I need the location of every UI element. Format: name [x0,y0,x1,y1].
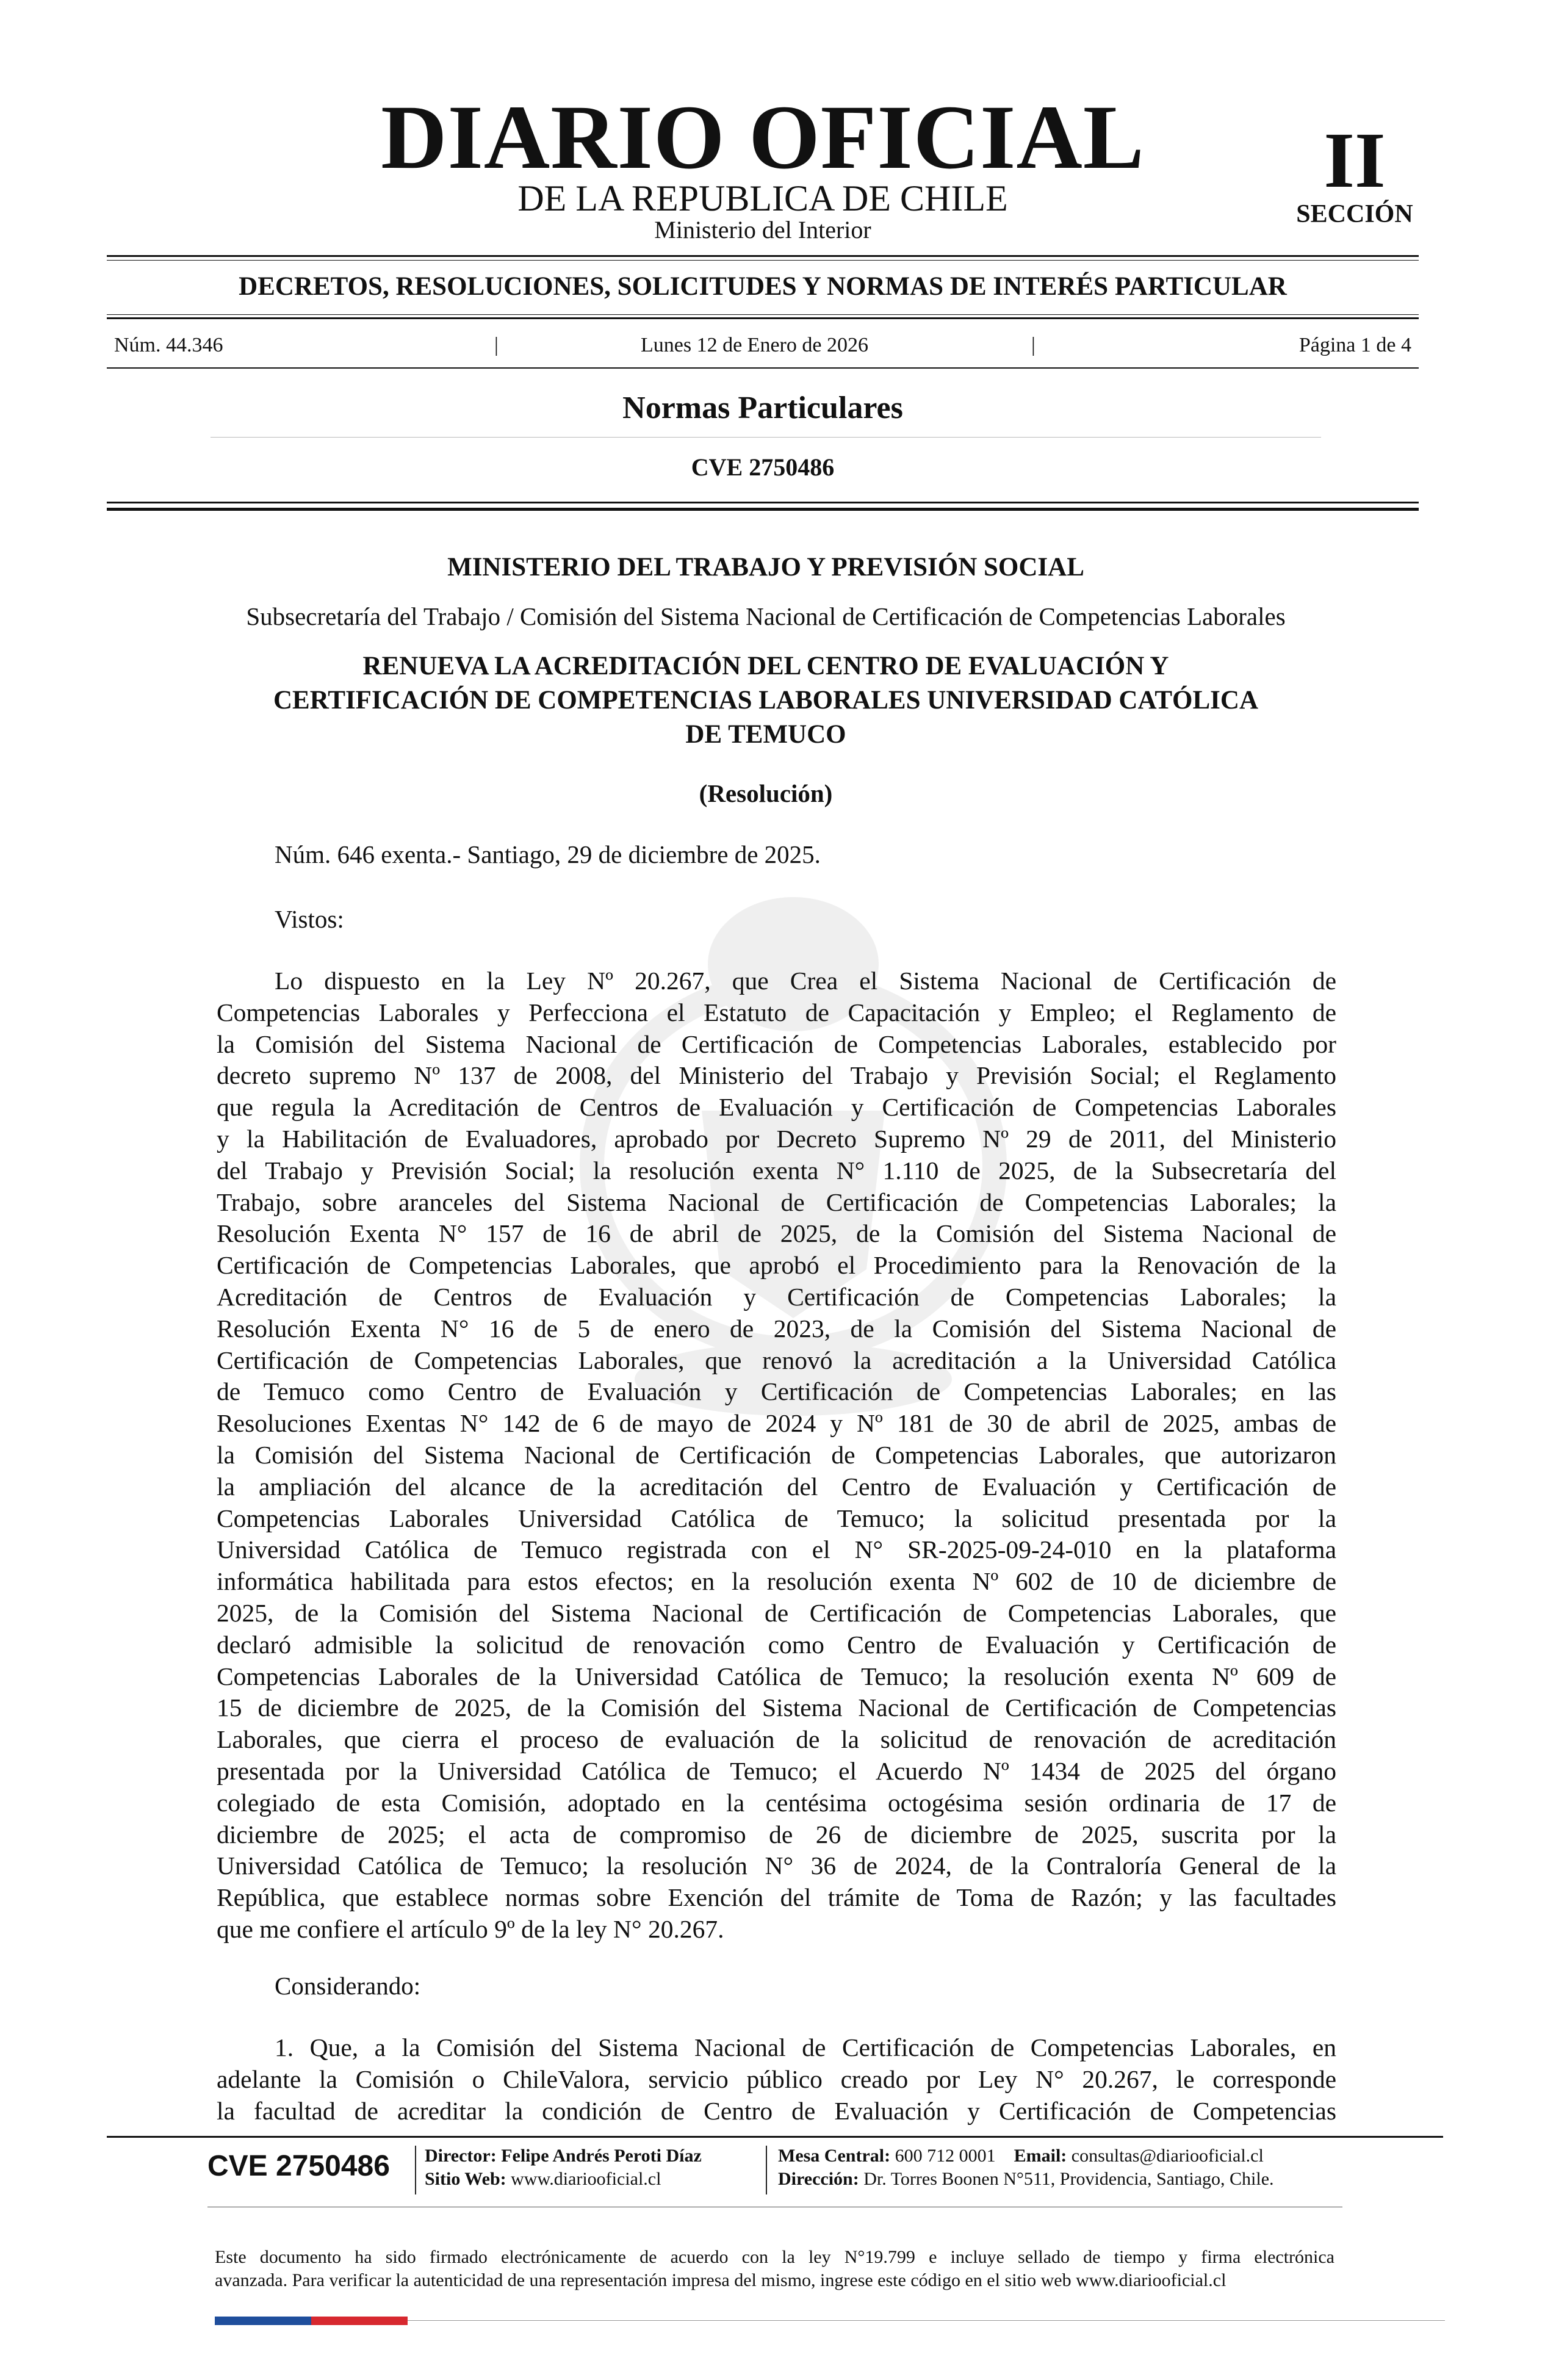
text-line: Universidad Católica de Temuco registrada con el N° SR-2025-09-24-010 en la plataforma [217,1535,1336,1564]
footer-director-block [425,2144,702,2191]
text-line: Resolución Exenta N° 16 de 5 de enero de 2023, de la Comisión del Sistema Nacional de [217,1314,1336,1343]
text-line: de Temuco como Centro de Evaluación y Certificación de Competencias Laborales; en las [217,1377,1336,1406]
text-line: que me confiere el artículo 9º de la ley N° 20.267. [217,1914,724,1943]
director-label: Director: [425,2146,497,2166]
ministry-heading: MINISTERIO DEL TRABAJO Y PREVISIÓN SOCIAL [447,553,1084,582]
header-rule-mid [107,317,1419,319]
meta-separator: | [1031,334,1036,356]
title-line: CERTIFICACIÓN DE COMPETENCIAS LABORALES UNIVERSIDAD CATÓLICA [273,686,1258,715]
disclaimer-line: avanzada. Para verificar la autenticidad de una representación impresa del mismo, ingrese este código en el sitio web www.diariooficial.cl [215,2270,1226,2290]
footer-divider [766,2146,767,2194]
text-line: la Comisión del Sistema Nacional de Certificación de Competencias Laborales, establecido por [217,1030,1336,1058]
text-line: República, que establece normas sobre Exención del trámite de Toma de Razón; y las facultades [217,1883,1336,1912]
issue-meta-row [107,330,1419,361]
resolution-number-line: Núm. 646 exenta.- Santiago, 29 de diciembre de 2025. [275,840,821,868]
text-line: del Trabajo y Previsión Social; la resolución exenta N° 1.110 de 2025, de la Subsecretaría del [217,1156,1336,1185]
document-type: (Resolución) [699,779,833,807]
text-line: Certificación de Competencias Laborales, que aprobó el Procedimiento para la Renovación de la [217,1251,1336,1280]
text-line: 15 de diciembre de 2025, de la Comisión del Sistema Nacional de Certificación de Competencias [217,1693,1336,1722]
category-divider [211,437,1321,438]
text-line: Laborales, que cierra el proceso de evaluación de la solicitud de renovación de acreditación [217,1725,1336,1754]
website-link[interactable]: www.diariooficial.cl [511,2169,661,2189]
page-indicator: Página 1 de 4 [1298,334,1411,356]
text-line: adelante la Comisión o ChileValora, servicio público creado por Ley N° 20.267, le corresponde [217,2064,1336,2093]
issue-date: Lunes 12 de Enero de 2026 [641,334,868,356]
newspaper-title: DIARIO OFICIAL [381,87,1145,188]
cve-rule-thick [107,508,1419,511]
considerando-label: Considerando: [275,1972,421,2000]
section-number: II [1324,117,1386,204]
resolution-title [183,649,1349,752]
text-line: Universidad Católica de Temuco; la resolución N° 36 de 2024, de la Contraloría General de la [217,1852,1336,1880]
text-line: decreto supremo Nº 137 de 2008, del Ministerio del Trabajo y Previsión Social; el Reglamento [217,1061,1336,1090]
text-line: Certificación de Competencias Laborales, que renovó la acreditación a la Universidad Católica [217,1346,1336,1374]
footer-cve-code: CVE 2750486 [207,2150,390,2182]
text-line: que regula la Acreditación de Centros de Evaluación y Certificación de Competencias Laborales [217,1093,1336,1122]
text-line: Competencias Laborales Universidad Católica de Temuco; la solicitud presentada por la [217,1504,1336,1532]
text-line: 1. Que, a la Comisión del Sistema Nacional de Certificación de Competencias Laborales, en [275,2033,1336,2061]
text-line: Competencias Laborales y Perfecciona el Estatuto de Capacitación y Empleo; el Reglamento de [217,998,1336,1026]
meta-separator: | [494,334,499,356]
text-line: declaró admisible la solicitud de renovación como Centro de Evaluación y Certificación de [217,1630,1336,1659]
text-line: y la Habilitación de Evaluadores, aprobado por Decreto Supremo Nº 29 de 2011, del Ministerio [217,1124,1336,1153]
text-line: colegiado de esta Comisión, adoptado en la centésima octogésima sesión ordinaria de 17 de [217,1788,1336,1817]
section-heading: DECRETOS, RESOLUCIONES, SOLICITUDES Y NORMAS DE INTERÉS PARTICULAR [239,272,1287,301]
meta-rule [107,367,1419,369]
text-line: Resolución Exenta N° 157 de 16 de abril de 2025, de la Comisión del Sistema Nacional de [217,1219,1336,1248]
flag-stripe-blue [215,2317,311,2325]
text-line: Resoluciones Exentas N° 142 de 6 de mayo de 2024 y Nº 181 de 30 de abril de 2025, ambas de [217,1409,1336,1438]
text-line: la ampliación del alcance de la acreditación del Centro de Evaluación y Certificación de [217,1472,1336,1501]
footer-divider [415,2146,416,2194]
vistos-label: Vistos: [275,905,344,933]
issue-number: Núm. 44.346 [114,334,223,356]
header-rule-mid-thin [107,314,1419,315]
text-line: informática habilitada para estos efectos; en la resolución exenta Nº 602 de 10 de diciembre de [217,1567,1336,1596]
text-line: Competencias Laborales de la Universidad Católica de Temuco; la resolución exenta Nº 609 de [217,1662,1336,1690]
subsecretaria-line: Subsecretaría del Trabajo / Comisión del Sistema Nacional de Certificación de Competencias Laborales [246,602,1286,630]
email-link[interactable]: consultas@diariooficial.cl [1071,2146,1264,2166]
phone-number: 600 712 0001 [895,2146,996,2166]
vistos-paragraph [217,965,1336,1945]
director-name: Felipe Andrés Peroti Díaz [501,2146,702,2166]
section-label: SECCIÓN [1296,200,1413,228]
newspaper-ministry: Ministerio del Interior [654,216,871,243]
considerando-paragraph [217,2032,1336,2127]
footer-rule [107,2136,1443,2138]
text-line: Acreditación de Centros de Evaluación y Certificación de Competencias Laborales; la [217,1282,1336,1311]
electronic-signature-disclaimer [215,2246,1334,2292]
address-label: Dirección: [778,2169,859,2189]
phone-label: Mesa Central: [778,2146,891,2166]
cve-rule [107,502,1419,503]
text-line: la facultad de acreditar la condición de Centro de Evaluación y Certificación de Competencias [217,2096,1336,2125]
header-rule-top [107,255,1419,257]
address-text: Dr. Torres Boonen N°511, Providencia, Santiago, Chile. [863,2169,1274,2189]
flag-rule [408,2320,1445,2321]
text-line: presentada por la Universidad Católica de Temuco; el Acuerdo Nº 1434 de 2025 del órgano [217,1756,1336,1785]
footer-contact-block [778,2144,1274,2191]
text-line: diciembre de 2025; el acta de compromiso de 26 de diciembre de 2025, suscrita por la [217,1820,1336,1848]
category-heading: Normas Particulares [622,391,903,425]
flag-stripe-red [311,2317,408,2325]
text-line: la Comisión del Sistema Nacional de Certificación de Competencias Laborales, que autorizaron [217,1440,1336,1469]
newspaper-subtitle: DE LA REPUBLICA DE CHILE [517,178,1008,218]
header-rule-top-thin [107,260,1419,261]
text-line: Trabajo, sobre aranceles del Sistema Nacional de Certificación de Competencias Laborales; la [217,1188,1336,1216]
website-label: Sitio Web: [425,2169,506,2189]
text-line: 2025, de la Comisión del Sistema Nacional de Certificación de Competencias Laborales, que [217,1598,1336,1627]
title-line: DE TEMUCO [685,720,846,749]
title-line: RENUEVA LA ACREDITACIÓN DEL CENTRO DE EVALUACIÓN Y [362,652,1169,680]
text-line: Lo dispuesto en la Ley Nº 20.267, que Crea el Sistema Nacional de Certificación de [275,967,1336,995]
email-label: Email: [1014,2146,1067,2166]
disclaimer-line: Este documento ha sido firmado electrónicamente de acuerdo con la ley N°19.799 e incluye sellado de tiempo y firma electrónica [215,2247,1334,2267]
cve-code: CVE 2750486 [691,453,835,481]
